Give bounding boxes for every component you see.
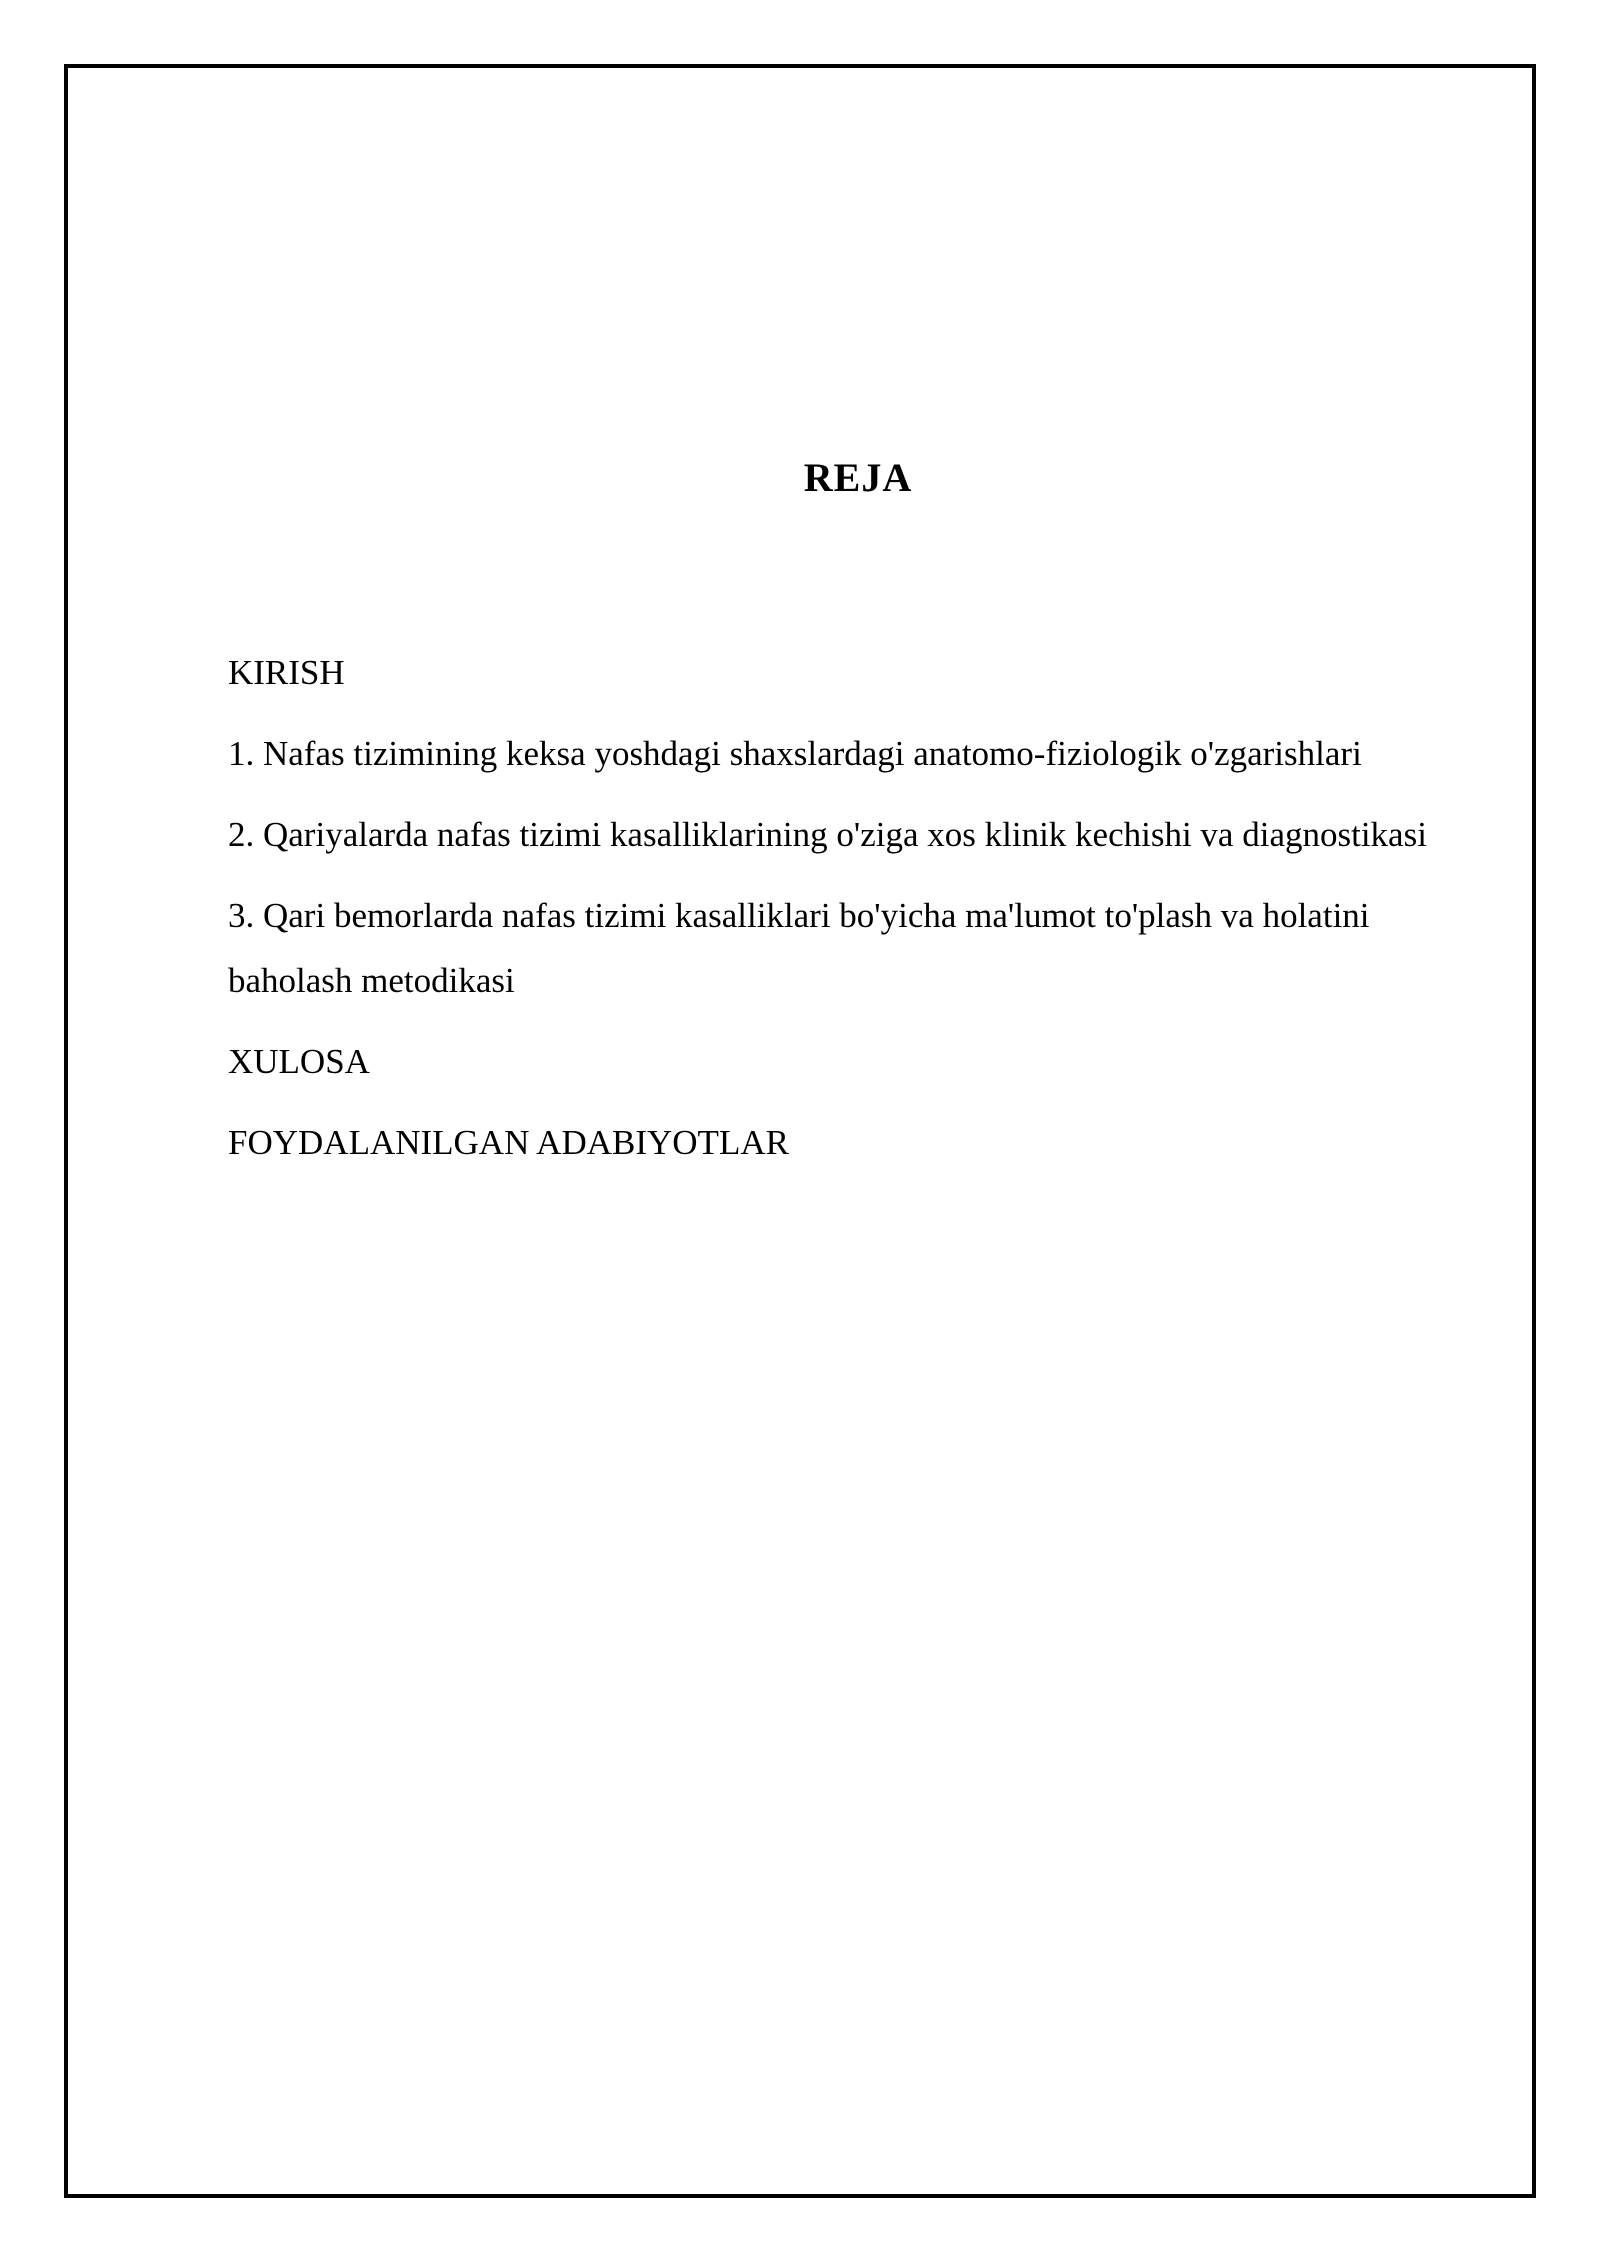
toc-entry-references: FOYDALANILGAN ADABIYOTLAR: [228, 1123, 789, 1162]
toc-entry-2: 2. Qariyalarda nafas tizimi kasalliklarining o'ziga xos klinik kechishi va diagnostikasi: [228, 815, 1427, 854]
toc-entry-conclusion: XULOSA: [228, 1042, 370, 1081]
table-of-contents: [228, 640, 1498, 1191]
page-title: REJA: [803, 455, 913, 500]
toc-entry-introduction: KIRISH: [228, 653, 345, 692]
toc-entry-3: 3. Qari bemorlarda nafas tizimi kasalliklari bo'yicha ma'lumot to'plash va holatini baholash metodikasi: [228, 896, 1370, 1000]
toc-entry-1: 1. Nafas tizimining keksa yoshdagi shaxslardagi anatomo-fiziologik o'zgarishlari: [228, 734, 1362, 773]
